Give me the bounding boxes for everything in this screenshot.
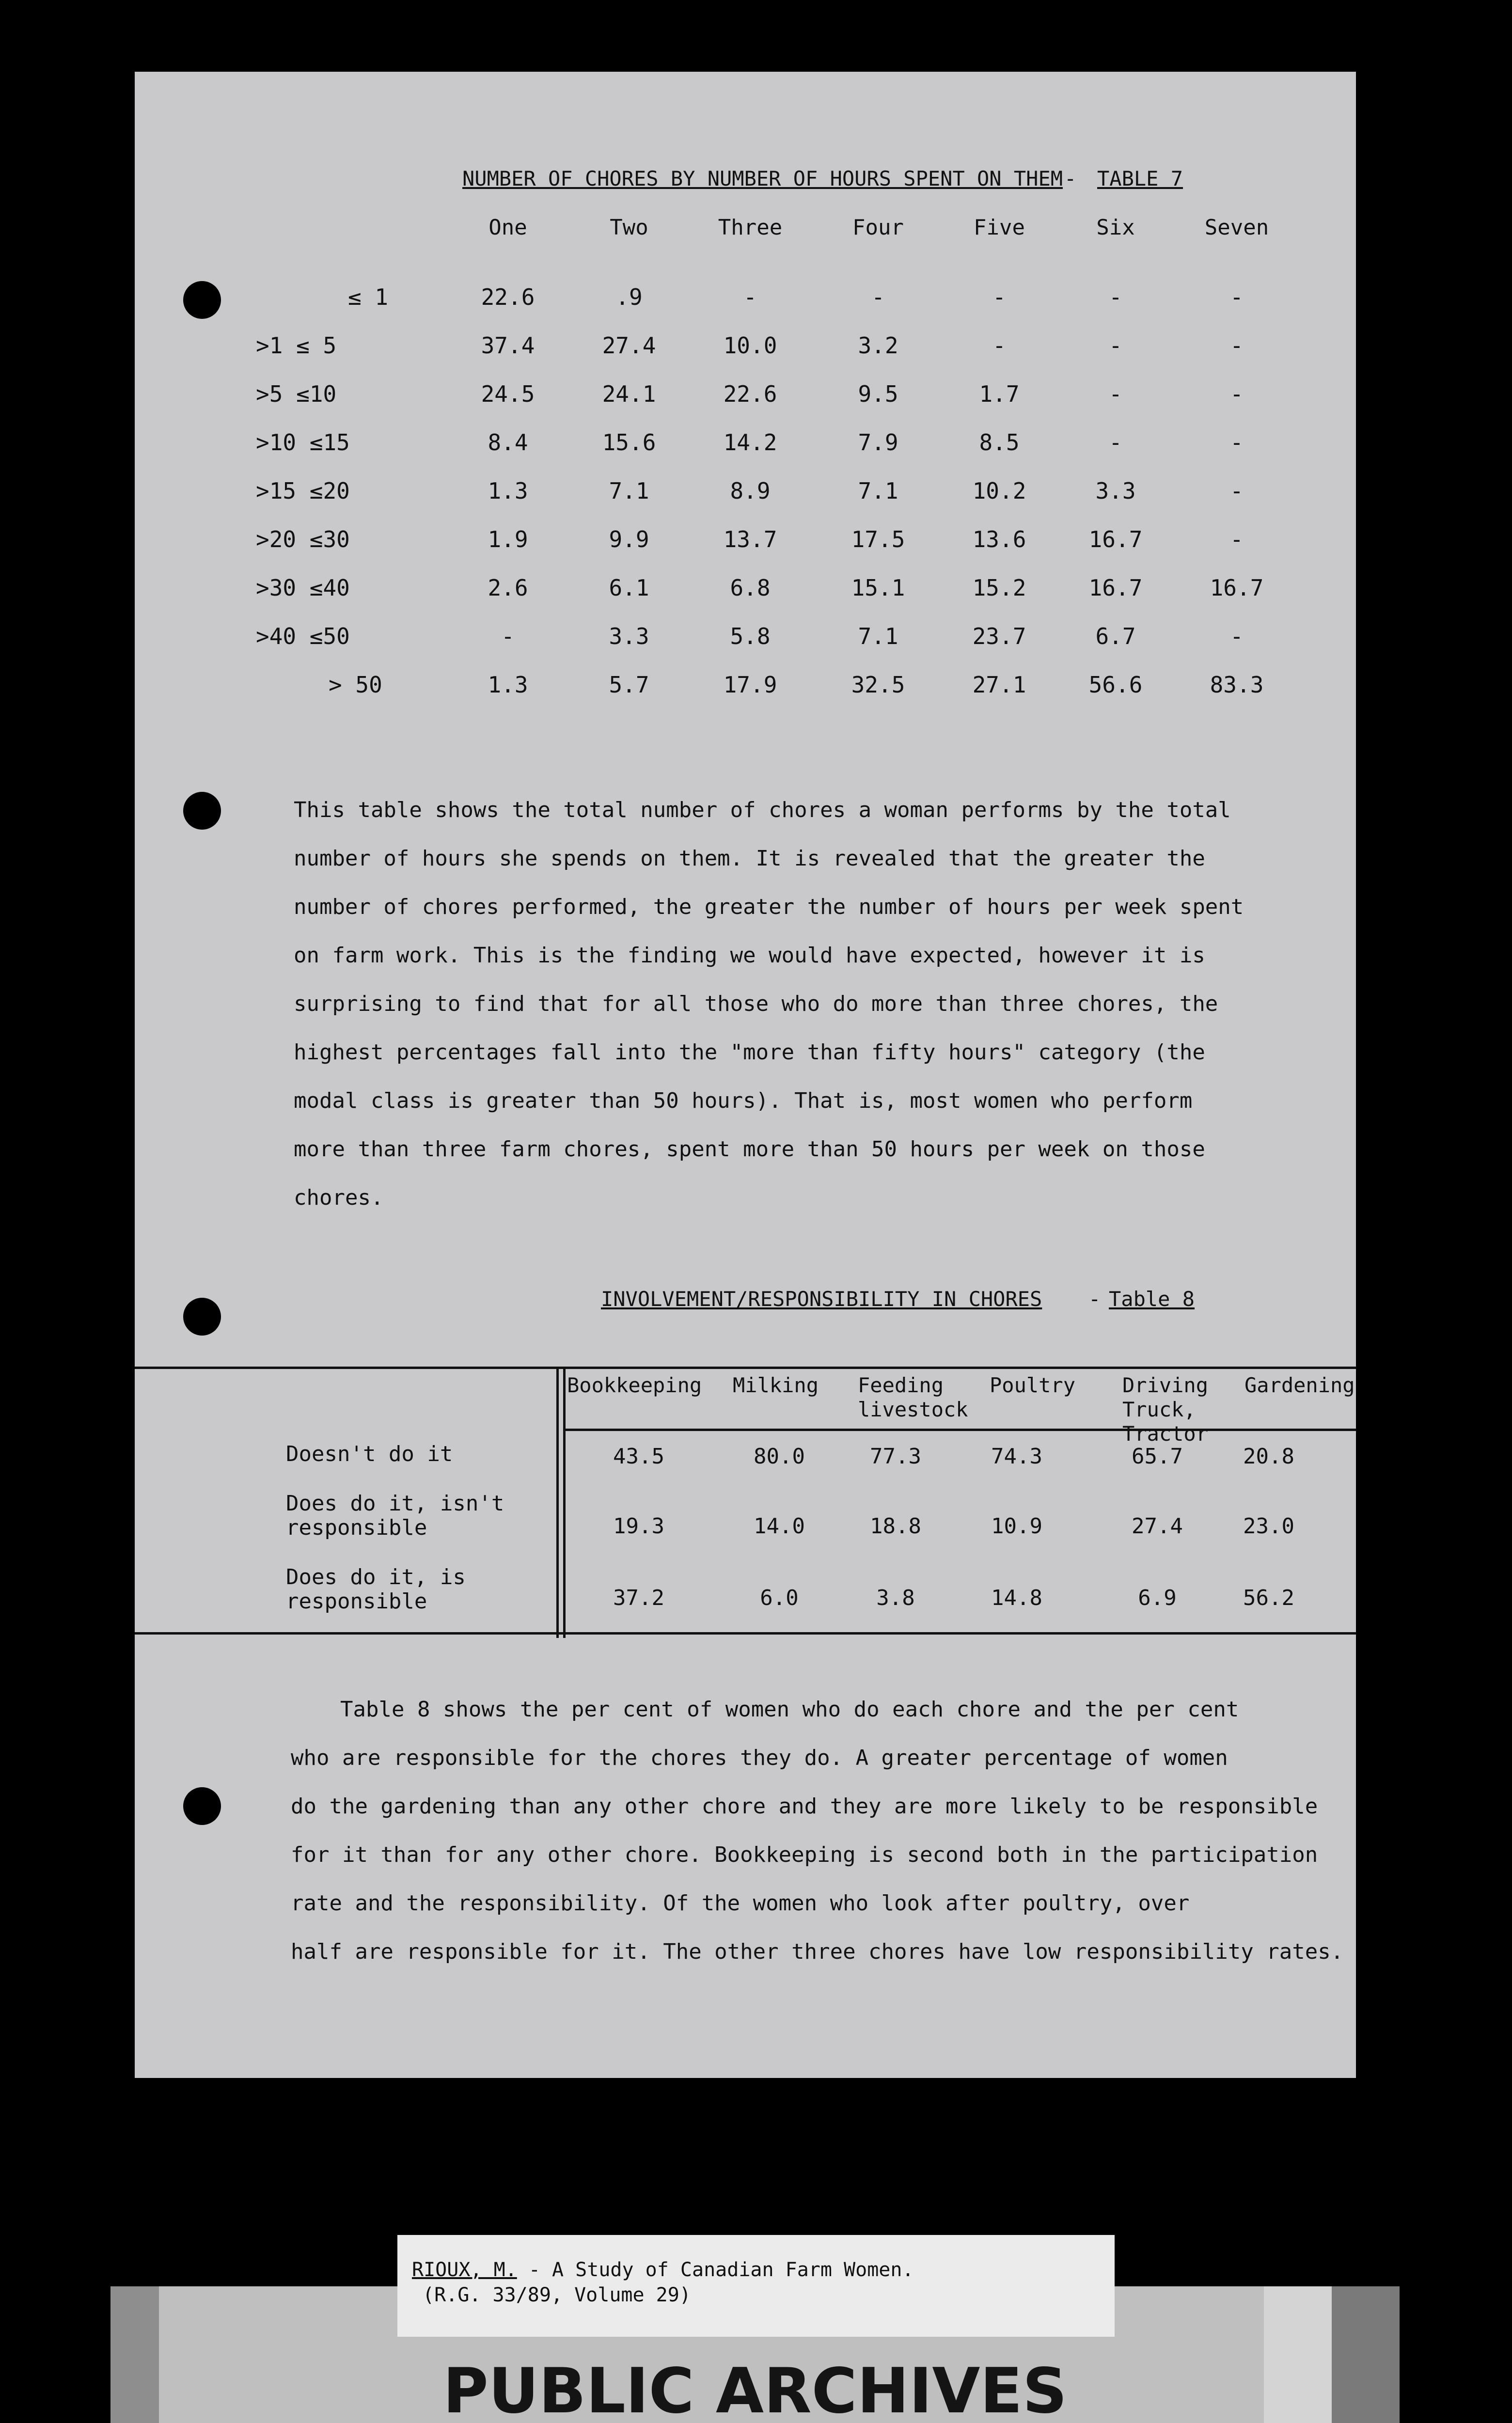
table7-cell: 16.7 <box>1088 526 1143 552</box>
archive-reference-slip <box>397 2235 1115 2337</box>
table8-label: Table 8 <box>1109 1287 1195 1311</box>
table7-row <box>135 672 1356 706</box>
table7-row <box>135 575 1356 609</box>
table7-cell: 24.1 <box>602 381 656 407</box>
table7-cell: 10.2 <box>972 478 1026 504</box>
table8-cell: 74.3 <box>991 1444 1042 1469</box>
table7-cell: - <box>1109 429 1122 456</box>
table8-cell: 65.7 <box>1132 1444 1183 1469</box>
punch-hole <box>183 1298 221 1336</box>
table7-cell: 15.2 <box>972 575 1026 601</box>
table7-col-header: Three <box>718 215 783 240</box>
table7-cell: - <box>1109 381 1122 407</box>
table8-cell: 77.3 <box>870 1444 921 1469</box>
table7-row-label: >15 ≤20 <box>256 478 350 504</box>
table7-row-label: >20 ≤30 <box>256 526 350 552</box>
table7-cell: 5.7 <box>609 672 649 698</box>
table8-cell: 37.2 <box>613 1586 664 1610</box>
table7-cell: 2.6 <box>488 575 528 601</box>
table7-row-label: ≤ 1 <box>348 284 389 310</box>
table7-cell: 15.6 <box>602 429 656 456</box>
table7-cell: 9.9 <box>609 526 649 552</box>
reference-title: A Study of Canadian Farm Women. <box>552 2259 914 2281</box>
table7-col-header: Four <box>852 215 904 240</box>
table8-title-separator: - <box>1088 1287 1101 1311</box>
paragraph-line: chores. <box>294 1185 384 1210</box>
table7-cell: 27.1 <box>972 672 1026 698</box>
table7-col-header: Five <box>974 215 1025 240</box>
table7-cell: - <box>1230 284 1244 310</box>
table7-row-label: >40 ≤50 <box>256 623 350 649</box>
table7-cell: 17.9 <box>723 672 777 698</box>
table7-cell: 8.9 <box>730 478 771 504</box>
table7-col-header: One <box>488 215 527 240</box>
paragraph-line: who are responsible for the chores they do. A greater percentage of women <box>291 1746 1228 1770</box>
table7-cell: 23.7 <box>972 623 1026 649</box>
paragraph-line: on farm work. This is the finding we would have expected, however it is <box>294 943 1205 968</box>
table8-cell: 14.0 <box>754 1514 805 1539</box>
table7-row <box>135 623 1356 657</box>
table7-row <box>135 381 1356 415</box>
document-page <box>135 72 1356 2078</box>
table7-col-header: Two <box>610 215 648 240</box>
table7-row <box>135 526 1356 560</box>
table7-cell: - <box>743 284 757 310</box>
table7-title-separator: - <box>1064 167 1077 190</box>
table7-row <box>135 478 1356 512</box>
paragraph-table7-discussion <box>294 786 1244 1222</box>
table7-cell: 6.1 <box>609 575 649 601</box>
table8-cell: 19.3 <box>613 1514 664 1539</box>
table7-row <box>135 332 1356 366</box>
table8-col-header: Poultry <box>990 1373 1076 1397</box>
table7-cell: 6.7 <box>1095 623 1136 649</box>
table8-cell: 56.2 <box>1243 1586 1294 1610</box>
paragraph-line: half are responsible for it. The other three chores have low responsibility rates. <box>291 1939 1344 1964</box>
table7-col-header: Seven <box>1204 215 1269 240</box>
table7-cell: 1.3 <box>488 672 528 698</box>
paragraph-line: surprising to find that for all those who do more than three chores, the <box>294 991 1218 1016</box>
table8-row-label: Does do it, is responsible <box>286 1565 466 1614</box>
table7-title-text: NUMBER OF CHORES BY NUMBER OF HOURS SPENT ON THEM <box>462 167 1063 190</box>
paragraph-line: more than three farm chores, spent more than 50 hours per week on those <box>294 1137 1205 1162</box>
table7-cell: - <box>1109 284 1122 310</box>
table8-col-header: Bookkeeping <box>567 1373 702 1397</box>
table8-cell: 6.9 <box>1138 1586 1177 1610</box>
table7-cell: 1.9 <box>488 526 528 552</box>
table8-cell: 23.0 <box>1243 1514 1294 1539</box>
reference-author: RIOUX, M. <box>412 2259 517 2281</box>
table8-cell: 3.8 <box>876 1586 915 1610</box>
table7-row-label: >30 ≤40 <box>256 575 350 601</box>
table7-row-label: >5 ≤10 <box>256 381 337 407</box>
table7-cell: 13.7 <box>723 526 777 552</box>
table8-col-header: Gardening <box>1244 1373 1355 1397</box>
paragraph-line: number of hours she spends on them. It is revealed that the greater the <box>294 846 1205 871</box>
paragraph-line: number of chores performed, the greater the number of hours per week spent <box>294 895 1244 919</box>
table8-cell: 43.5 <box>613 1444 664 1469</box>
table7-label: TABLE 7 <box>1097 167 1183 190</box>
table7-row-label: > 50 <box>329 672 382 698</box>
paragraph-line: modal class is greater than 50 hours). That is, most women who perform <box>294 1088 1193 1113</box>
paragraph-line: for it than for any other chore. Bookkeeping is second both in the participation <box>291 1842 1318 1867</box>
table7-cell: 10.0 <box>723 332 777 359</box>
table7-cell: - <box>992 332 1006 359</box>
table7-cell: 7.1 <box>858 478 898 504</box>
punch-hole <box>183 792 221 830</box>
table7-cell: 1.7 <box>979 381 1020 407</box>
paragraph-line: highest percentages fall into the "more than fifty hours" category (the <box>294 1040 1205 1065</box>
table8-divider <box>563 1367 566 1638</box>
paragraph-line: rate and the responsibility. Of the women who look after poultry, over <box>291 1891 1190 1916</box>
table7-cell: 8.5 <box>979 429 1020 456</box>
table8-header-rule <box>565 1429 1356 1431</box>
table8-top-rule <box>135 1367 1356 1369</box>
table8-cell: 27.4 <box>1132 1514 1183 1539</box>
table7-cell: 9.5 <box>858 381 898 407</box>
reference-line <box>412 2257 1115 2282</box>
table8-cell: 10.9 <box>991 1514 1042 1539</box>
table7-cell: 22.6 <box>723 381 777 407</box>
punch-hole <box>183 1787 221 1825</box>
table8-cell: 20.8 <box>1243 1444 1294 1469</box>
archive-name-english: PUBLIC ARCHIVES <box>443 2355 1067 2423</box>
table7-cell: - <box>1230 332 1244 359</box>
table7-cell: 32.5 <box>851 672 905 698</box>
table8-cell: 6.0 <box>760 1586 799 1610</box>
table7-cell: - <box>1230 381 1244 407</box>
table7-cell: - <box>1230 623 1244 649</box>
table7-cell: 1.3 <box>488 478 528 504</box>
table8-col-header: Driving Truck, Tractor <box>1122 1373 1209 1446</box>
table7-cell: 7.9 <box>858 429 898 456</box>
table7-cell: - <box>1230 478 1244 504</box>
table7-cell: .9 <box>615 284 643 310</box>
table7-cell: 15.1 <box>851 575 905 601</box>
table7-cell: - <box>1230 429 1244 456</box>
table7-cell: 13.6 <box>972 526 1026 552</box>
table7-cell: 16.7 <box>1088 575 1143 601</box>
table7-cell: - <box>1230 526 1244 552</box>
table8-divider <box>556 1367 559 1638</box>
table7-cell: 8.4 <box>488 429 528 456</box>
table7-cell: 3.3 <box>1095 478 1136 504</box>
table7-cell: 16.7 <box>1210 575 1264 601</box>
table7-cell: 6.8 <box>730 575 771 601</box>
table7-cell: 3.2 <box>858 332 898 359</box>
table8-row-label: Doesn't do it <box>286 1442 453 1466</box>
table8-col-header: Feeding livestock <box>858 1373 968 1421</box>
table7-title <box>462 167 1183 190</box>
table7-row <box>135 429 1356 463</box>
table7-cell: 56.6 <box>1088 672 1143 698</box>
table7-row-label: >1 ≤ 5 <box>256 332 337 359</box>
paragraph-line: do the gardening than any other chore and they are more likely to be responsible <box>291 1794 1318 1819</box>
table8-col-header: Milking <box>733 1373 819 1397</box>
reference-separator: - <box>517 2259 552 2281</box>
table7-cell: 24.5 <box>481 381 535 407</box>
table7-row <box>135 284 1356 318</box>
table8-bottom-rule <box>135 1632 1356 1635</box>
table8-cell: 80.0 <box>754 1444 805 1469</box>
table8-cell: 18.8 <box>870 1514 921 1539</box>
table8-cell: 14.8 <box>991 1586 1042 1610</box>
table7-cell: 14.2 <box>723 429 777 456</box>
reference-volume: (R.G. 33/89, Volume 29) <box>423 2284 691 2306</box>
table7-cell: 3.3 <box>609 623 649 649</box>
table7-col-header: Six <box>1096 215 1135 240</box>
paragraph-line: This table shows the total number of chores a woman performs by the total <box>294 798 1231 822</box>
table7-cell: 83.3 <box>1210 672 1264 698</box>
table7-cell: - <box>871 284 885 310</box>
table7-cell: 17.5 <box>851 526 905 552</box>
paragraph-table8-discussion <box>291 1685 1343 1976</box>
table7-cell: - <box>992 284 1006 310</box>
table8-title <box>601 1287 1195 1311</box>
table7-cell: 5.8 <box>730 623 771 649</box>
table7-cell: 27.4 <box>602 332 656 359</box>
table8-row-label: Does do it, isn't responsible <box>286 1491 504 1540</box>
table8-title-text: INVOLVEMENT/RESPONSIBILITY IN CHORES <box>601 1287 1042 1311</box>
table7-cell: 22.6 <box>481 284 535 310</box>
table7-row-label: >10 ≤15 <box>256 429 350 456</box>
table7-cell: 7.1 <box>609 478 649 504</box>
table7-cell: - <box>501 623 515 649</box>
paragraph-line: Table 8 shows the per cent of women who do each chore and the per cent <box>340 1697 1239 1722</box>
table7-cell: 37.4 <box>481 332 535 359</box>
table7-cell: 7.1 <box>858 623 898 649</box>
table7-cell: - <box>1109 332 1122 359</box>
